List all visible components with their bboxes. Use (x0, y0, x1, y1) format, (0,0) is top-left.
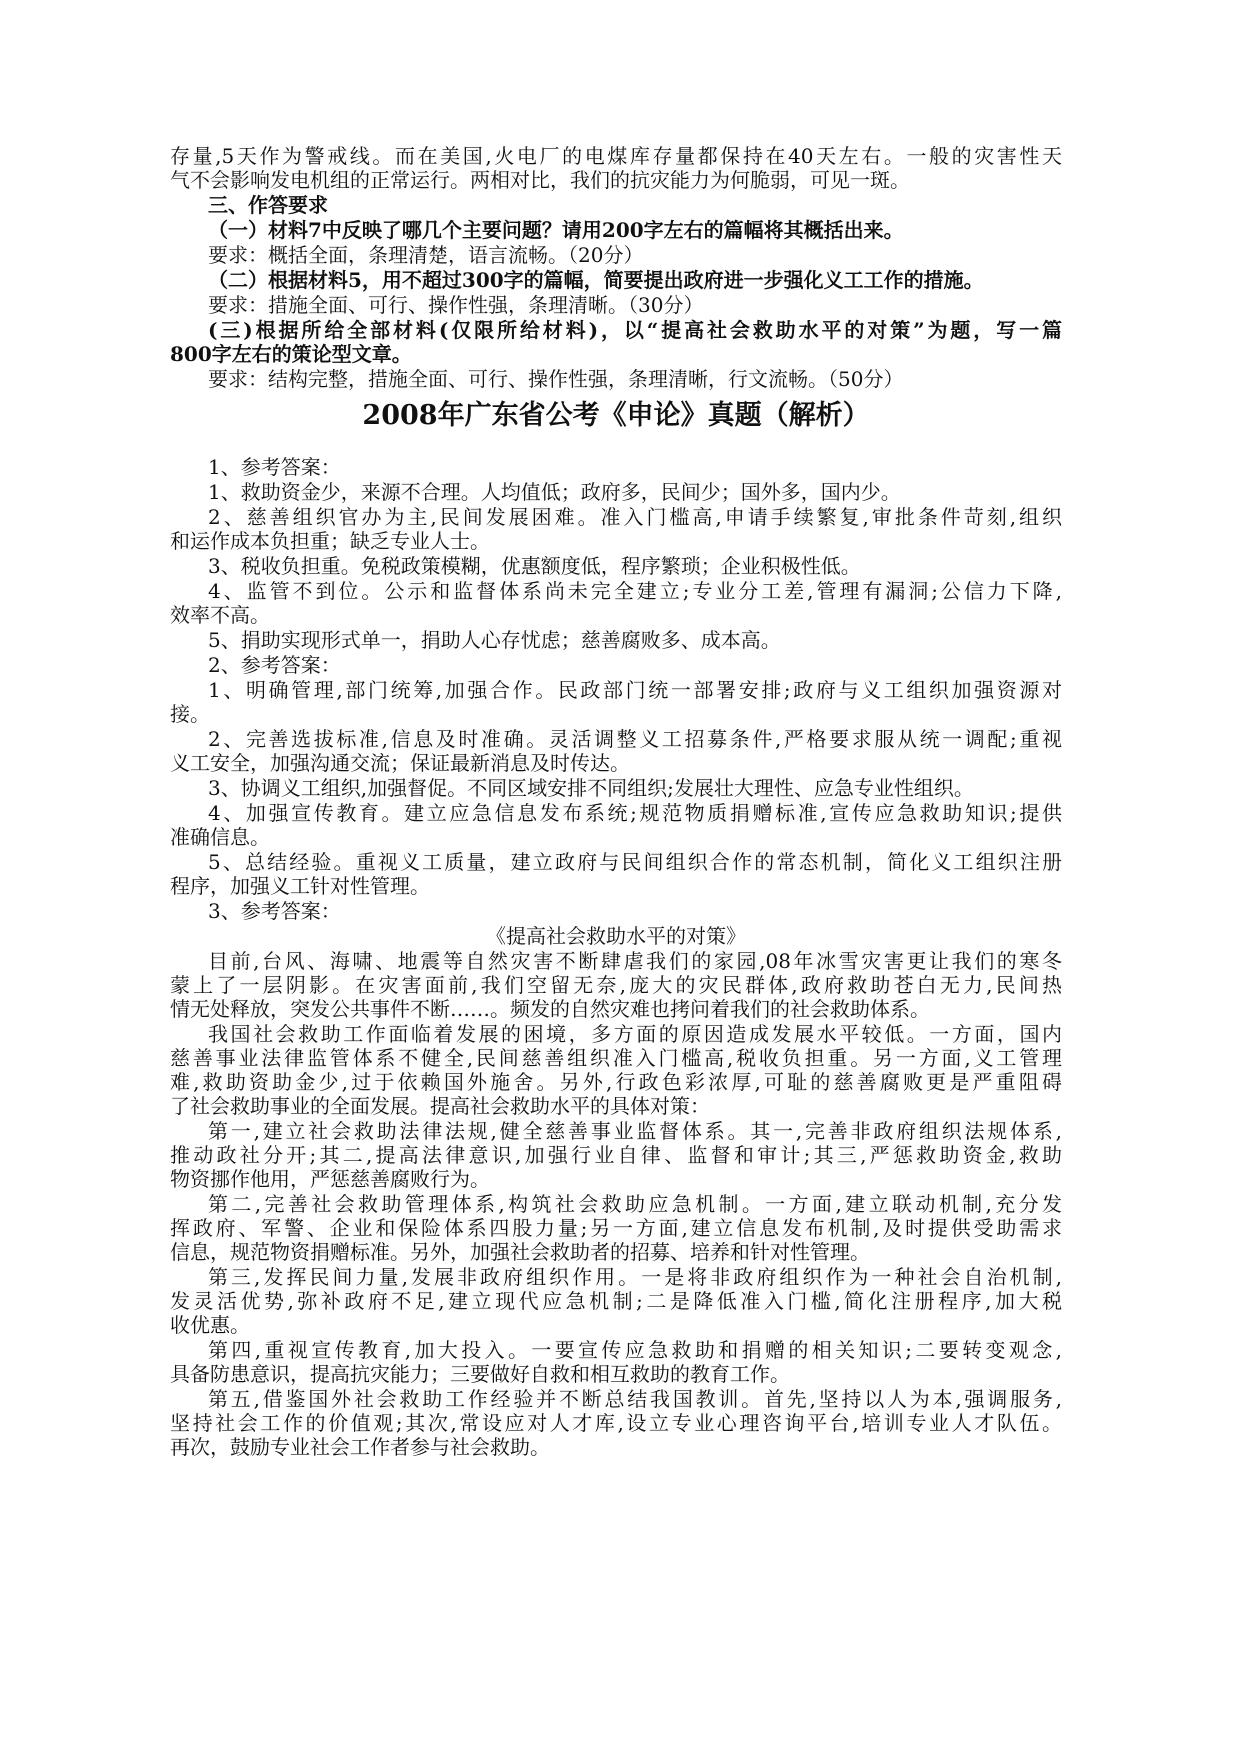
text-line: 再次，鼓励专业社会工作者参与社会救助。 (170, 1435, 550, 1459)
text-line: 了社会救助事业的全面发展。提高社会救助水平的具体对策： (170, 1094, 710, 1118)
text-line: 坚持社会工作的价值观;其次,常设应对人才库,设立专业心理咨询平台,培训专业人才队伍。 (170, 1411, 1062, 1435)
text-line: 接。 (170, 702, 210, 726)
answer-item (170, 628, 1062, 652)
answer-item (170, 850, 1062, 898)
text-line: 第二,完善社会救助管理体系,构筑社会救助应急机制。一方面,建立联动机制,充分发 (208, 1192, 1062, 1216)
question (170, 268, 1062, 292)
text-line: 第四,重视宣传教育,加大投入。一要宣传应急救助和捐赠的相关知识;二要转变观念, (208, 1338, 1062, 1362)
text-line: 气不会影响发电机组的正常运行。两相对比，我们的抗灾能力为何脆弱，可见一斑。 (170, 168, 910, 192)
question-requirement (170, 367, 1062, 391)
answer-item (170, 505, 1062, 553)
answer-label (170, 653, 1062, 677)
text-line: 第三,发挥民间力量,发展非政府组织作用。一是将非政府组织作为一种社会自治机制, (208, 1265, 1062, 1289)
text-line: 第一,建立社会救助法律法规,健全慈善事业监督体系。其一,完善非政府组织法规体系, (208, 1119, 1062, 1143)
text-line: 情无处释放，突发公共事件不断……。频发的自然灾难也拷问着我们的社会救助体系。 (170, 997, 930, 1021)
question (170, 318, 1062, 366)
text-line: （一）材料7中反映了哪几个主要问题？请用200字左右的篇幅将其概括出来。 (208, 218, 904, 242)
answer-item (170, 480, 1062, 504)
text-line: 5、捐助实现形式单一，捐助人心存忧虑；慈善腐败多、成本高。 (208, 628, 781, 652)
question (170, 218, 1062, 242)
document-title: 2008年广东省公考《申论》真题（解析） (362, 400, 870, 431)
text-line: 发灵活优势,弥补政府不足,建立现代应急机制;二是降低准入门槛,简化注册程序,加大税 (170, 1289, 1062, 1313)
essay-paragraph (170, 949, 1062, 1021)
text-line: 存量,5天作为警戒线。而在美国,火电厂的电煤库存量都保持在40天左右。一般的灾害性天 (170, 144, 1062, 168)
text-line: 推动政社分开;其二,提高法律意识,加强行业自律、监督和审计;其三,严惩救助资金,救助 (170, 1143, 1062, 1167)
answer-item (170, 801, 1062, 849)
essay-paragraph (170, 1022, 1062, 1118)
text-line: 物资挪作他用，严惩慈善腐败行为。 (170, 1167, 490, 1191)
text-line: 信息，规范物资捐赠标准。另外，加强社会救助者的招募、培养和针对性管理。 (170, 1240, 870, 1264)
text-line: 要求：概括全面，条理清楚，语言流畅。（20分） (208, 243, 644, 267)
text-line: 4、监管不到位。公示和监督体系尚未完全建立;专业分工差,管理有漏洞;公信力下降, (208, 579, 1062, 603)
text-line: 挥政府、军警、企业和保险体系四股力量;另一方面,建立信息发布机制,及时提供受助需求 (170, 1216, 1062, 1240)
text-line: 第五,借鉴国外社会救助工作经验并不断总结我国教训。首先,坚持以人为本,强调服务, (208, 1387, 1062, 1411)
text-line: 我国社会救助工作面临着发展的困境，多方面的原因造成发展水平较低。一方面，国内 (208, 1022, 1062, 1046)
essay-paragraph (170, 1192, 1062, 1264)
essay-paragraph (170, 1265, 1062, 1337)
text-line: 难,救助资助金少,过于依赖国外施舍。另外,行政色彩浓厚,可耻的慈善腐败更是严重阻碍 (170, 1070, 1062, 1094)
text-line: 义工安全，加强沟通交流；保证最新消息及时传达。 (170, 751, 630, 775)
text-line: 2、完善选拔标准,信息及时准确。灵活调整义工招募条件,严格要求服从统一调配;重视 (208, 727, 1062, 751)
text-line: 3、参考答案： (208, 899, 341, 923)
text-line: 4、加强宣传教育。建立应急信息发布系统;规范物质捐赠标准,宣传应急救助知识;提供 (208, 801, 1062, 825)
text-line: 3、税收负担重。免税政策模糊，优惠额度低，程序繁琐；企业积极性低。 (208, 554, 861, 578)
text-line: 2、慈善组织官办为主,民间发展困难。准入门槛高,申请手续繁复,审批条件苛刻,组织 (208, 505, 1062, 529)
intro-paragraph (170, 144, 1062, 192)
answer-label (170, 899, 1062, 923)
text-line: (三)根据所给全部材料(仅限所给材料)，以“提高社会救助水平的对策”为题，写一篇 (208, 318, 1062, 342)
text-line: 具备防患意识，提高抗灾能力；三要做好自救和相互救助的教育工作。 (170, 1362, 790, 1386)
text-line: 和运作成本负担重；缺乏专业人士。 (170, 529, 490, 553)
text-line: 效率不高。 (170, 603, 270, 627)
text-line: 2、参考答案： (208, 653, 341, 677)
answer-item (170, 776, 1062, 800)
section-heading (170, 193, 1062, 217)
document-page (170, 144, 1062, 1460)
text-line: 《提高社会救助水平的对策》 (486, 924, 746, 948)
text-line: 5、总结经验。重视义工质量，建立政府与民间组织合作的常态机制，简化义工组织注册 (208, 850, 1062, 874)
essay-title (170, 924, 1062, 948)
answer-label (170, 455, 1062, 479)
answer-item (170, 678, 1062, 726)
text-line: （二）根据材料5，用不超过300字的篇幅，简要提出政府进一步强化义工工作的措施。 (208, 268, 984, 292)
text-line: 1、参考答案： (208, 455, 341, 479)
answer-item (170, 554, 1062, 578)
text-line: 目前,台风、海啸、地震等自然灾害不断肆虐我们的家园,08年冰雪灾害更让我们的寒冬 (208, 949, 1062, 973)
essay-paragraph (170, 1338, 1062, 1386)
question-requirement (170, 243, 1062, 267)
text-line: 1、救助资金少，来源不合理。人均值低；政府多，民间少；国外多，国内少。 (208, 480, 901, 504)
answer-item (170, 727, 1062, 775)
answer-item (170, 579, 1062, 627)
text-line: 800字左右的策论型文章。 (170, 342, 412, 366)
essay-paragraph (170, 1119, 1062, 1191)
question-requirement (170, 293, 1062, 317)
text-line: 要求：结构完整，措施全面、可行、操作性强，条理清晰，行文流畅。（50分） (208, 367, 904, 391)
text-line: 蒙上了一层阴影。在灾害面前,我们空留无奈,庞大的灾民群体,政府救助苍白无力,民间热 (170, 973, 1062, 997)
text-line: 慈善事业法律监管体系不健全,民间慈善组织准入门槛高,税收负担重。另一方面,义工管理 (170, 1046, 1062, 1070)
text-line: 3、协调义工组织,加强督促。不同区域安排不同组织;发展壮大理性、应急专业性组织。 (208, 776, 974, 800)
text-line: 程序，加强义工针对性管理。 (170, 874, 430, 898)
text-line: 准确信息。 (170, 825, 270, 849)
text-line: 三、作答要求 (208, 193, 328, 217)
text-line: 收优惠。 (170, 1313, 250, 1337)
text-line: 要求：措施全面、可行、操作性强，条理清晰。（30分） (208, 293, 704, 317)
text-line: 1、明确管理,部门统筹,加强合作。民政部门统一部署安排;政府与义工组织加强资源对 (208, 678, 1062, 702)
essay-paragraph (170, 1387, 1062, 1459)
